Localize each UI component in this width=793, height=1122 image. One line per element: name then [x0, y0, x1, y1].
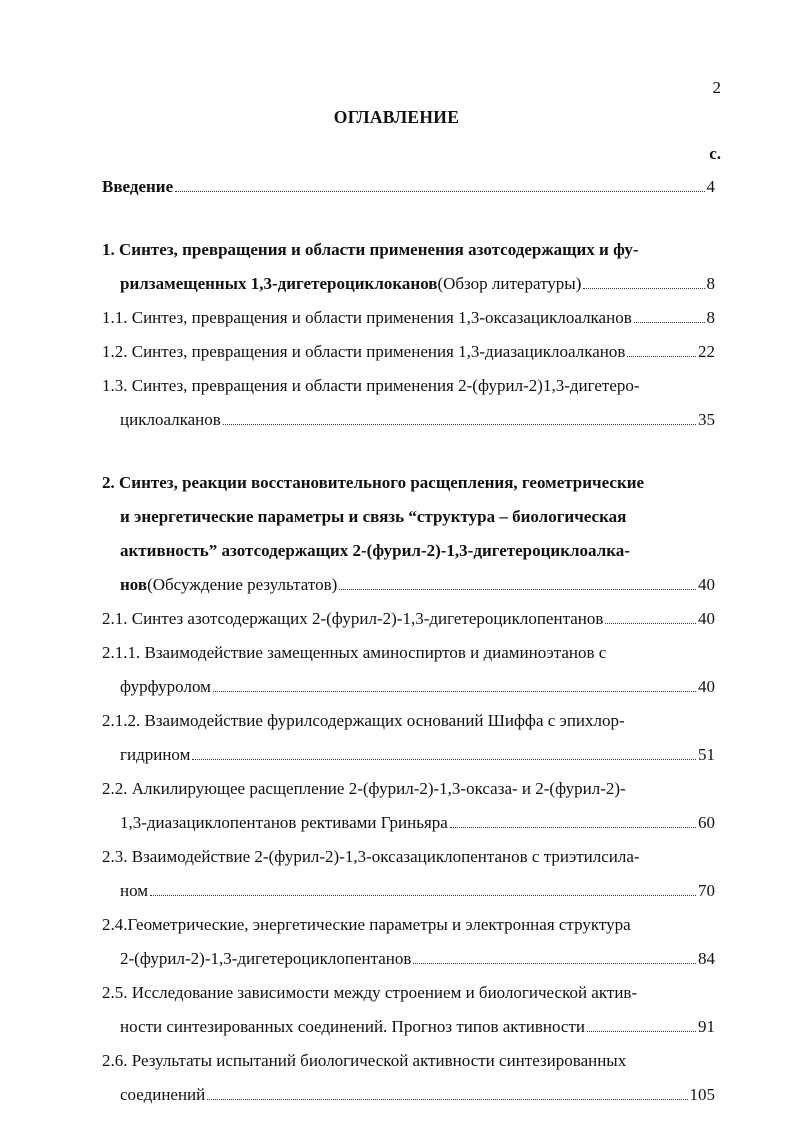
toc-entry-ch1-cont[interactable]: [102, 267, 715, 301]
toc-2-4-page: 84: [698, 949, 715, 968]
toc-entry-ch2-cont4[interactable]: [102, 568, 715, 602]
leader-dots: [627, 356, 696, 357]
toc-1-3-page: 35: [698, 410, 715, 429]
toc-ch1-line2-bold: рилзамещенных 1,3-дигетероциклоканов: [120, 274, 438, 293]
table-of-contents: [102, 170, 715, 1112]
leader-dots: [175, 191, 704, 192]
toc-2-2-line1: 2.2. Алкилирующее расщепление 2-(фурил-2)-1,3-оксаза- и 2-(фурил-2)-: [102, 779, 626, 798]
toc-2-6-line2: соединений: [120, 1085, 206, 1104]
toc-2-1-2-line2: гидрином: [120, 745, 191, 764]
toc-2-3-page: 70: [698, 881, 715, 900]
toc-entry-1-1[interactable]: [102, 301, 715, 335]
toc-2-6-page: 105: [689, 1085, 715, 1104]
leader-dots: [634, 322, 705, 323]
toc-2-5-line2: ности синтезированных соединений. Прогноз типов активности: [120, 1017, 585, 1036]
toc-entry-ch1[interactable]: [102, 233, 715, 267]
toc-intro-label: Введение: [102, 177, 174, 196]
toc-entry-2-1-2[interactable]: [102, 704, 715, 738]
toc-2-1-1-line2: фурфуролом: [120, 677, 211, 696]
toc-entry-2-5[interactable]: [102, 976, 715, 1010]
leader-dots: [213, 691, 696, 692]
toc-2-1-2-line1: 2.1.2. Взаимодействие фурилсодержащих оснований Шиффа с эпихлор-: [102, 711, 625, 730]
toc-entry-1-3[interactable]: [102, 369, 715, 403]
toc-2-6-line1: 2.6. Результаты испытаний биологической активности синтезированных: [102, 1051, 627, 1070]
leader-dots: [413, 963, 696, 964]
leader-dots: [583, 288, 704, 289]
toc-2-4-line2: 2-(фурил-2)-1,3-дигетероциклопентанов: [120, 949, 412, 968]
toc-entry-2-3-cont[interactable]: [102, 874, 715, 908]
page-title: ОГЛАВЛЕНИЕ: [333, 107, 460, 127]
toc-entry-ch2-cont2[interactable]: [102, 500, 715, 534]
toc-2-3-line1: 2.3. Взаимодействие 2-(фурил-2)-1,3-оксазациклопентанов с триэтилсила-: [102, 847, 640, 866]
toc-ch2-line4-bold: нов: [120, 575, 148, 594]
toc-2-5-page: 91: [698, 1017, 715, 1036]
toc-entry-2-1[interactable]: [102, 602, 715, 636]
leader-dots: [605, 623, 696, 624]
toc-1-3-line1: 1.3. Синтез, превращения и области применения 2-(фурил-2)1,3-дигетеро-: [102, 376, 640, 395]
toc-entry-1-2[interactable]: [102, 335, 715, 369]
toc-2-1-1-page: 40: [698, 677, 715, 696]
toc-ch1-line2-normal: (Обзор литературы): [437, 274, 582, 293]
toc-ch2-line3: активность” азотсодержащих 2-(фурил-2)-1,3-дигетероциклоалка-: [120, 541, 630, 560]
toc-entry-2-1-1-cont[interactable]: [102, 670, 715, 704]
toc-1-2-page: 22: [698, 342, 715, 361]
toc-2-1-label: 2.1. Синтез азотсодержащих 2-(фурил-2)-1,3-дигетероциклопентанов: [102, 609, 604, 628]
page-column-label: с.: [709, 144, 721, 163]
toc-2-3-line2: ном: [120, 881, 149, 900]
toc-ch2-line4-normal: (Обсуждение результатов): [147, 575, 338, 594]
toc-entry-2-6-cont[interactable]: [102, 1078, 715, 1112]
page-number: 2: [712, 78, 721, 97]
leader-dots: [150, 895, 696, 896]
leader-dots: [450, 827, 696, 828]
leader-dots: [339, 589, 696, 590]
toc-ch2-page: 40: [698, 575, 715, 594]
toc-2-1-2-page: 51: [698, 745, 715, 764]
toc-intro-page: 4: [706, 177, 715, 196]
toc-2-2-page: 60: [698, 813, 715, 832]
toc-1-3-line2: циклоалканов: [120, 410, 221, 429]
toc-entry-2-1-1[interactable]: [102, 636, 715, 670]
toc-1-2-label: 1.2. Синтез, превращения и области применения 1,3-диазациклоалканов: [102, 342, 626, 361]
leader-dots: [207, 1099, 687, 1100]
leader-dots: [223, 424, 696, 425]
toc-entry-ch2[interactable]: [102, 466, 715, 500]
toc-ch1-page: 8: [706, 274, 715, 293]
toc-entry-intro[interactable]: [102, 170, 715, 204]
toc-2-2-line2: 1,3-диазациклопентанов рективами Гриньяра: [120, 813, 448, 832]
leader-dots: [192, 759, 696, 760]
toc-2-1-page: 40: [698, 609, 715, 628]
toc-ch2-line1: 2. Синтез, реакции восстановительного расщепления, геометрические: [102, 473, 645, 492]
leader-dots: [587, 1031, 696, 1032]
toc-2-4-line1: 2.4.Геометрические, энергетические параметры и электронная структура: [102, 915, 631, 934]
toc-entry-2-2[interactable]: [102, 772, 715, 806]
toc-entry-2-4[interactable]: [102, 908, 715, 942]
toc-entry-2-5-cont[interactable]: [102, 1010, 715, 1044]
toc-1-1-label: 1.1. Синтез, превращения и области применения 1,3-оксазациклоалканов: [102, 308, 632, 327]
toc-ch1-line1: 1. Синтез, превращения и области применения азотсодержащих и фу-: [102, 240, 639, 259]
toc-entry-ch2-cont3[interactable]: [102, 534, 715, 568]
toc-2-1-1-line1: 2.1.1. Взаимодействие замещенных аминоспиртов и диаминоэтанов с: [102, 643, 607, 662]
toc-ch2-line2: и энергетические параметры и связь “структура – биологическая: [120, 507, 627, 526]
toc-entry-2-4-cont[interactable]: [102, 942, 715, 976]
toc-entry-2-1-2-cont[interactable]: [102, 738, 715, 772]
toc-entry-2-2-cont[interactable]: [102, 806, 715, 840]
toc-entry-2-3[interactable]: [102, 840, 715, 874]
toc-2-5-line1: 2.5. Исследование зависимости между строением и биологической актив-: [102, 983, 638, 1002]
toc-entry-2-6[interactable]: [102, 1044, 715, 1078]
toc-entry-1-3-cont[interactable]: [102, 403, 715, 437]
toc-1-1-page: 8: [706, 308, 715, 327]
